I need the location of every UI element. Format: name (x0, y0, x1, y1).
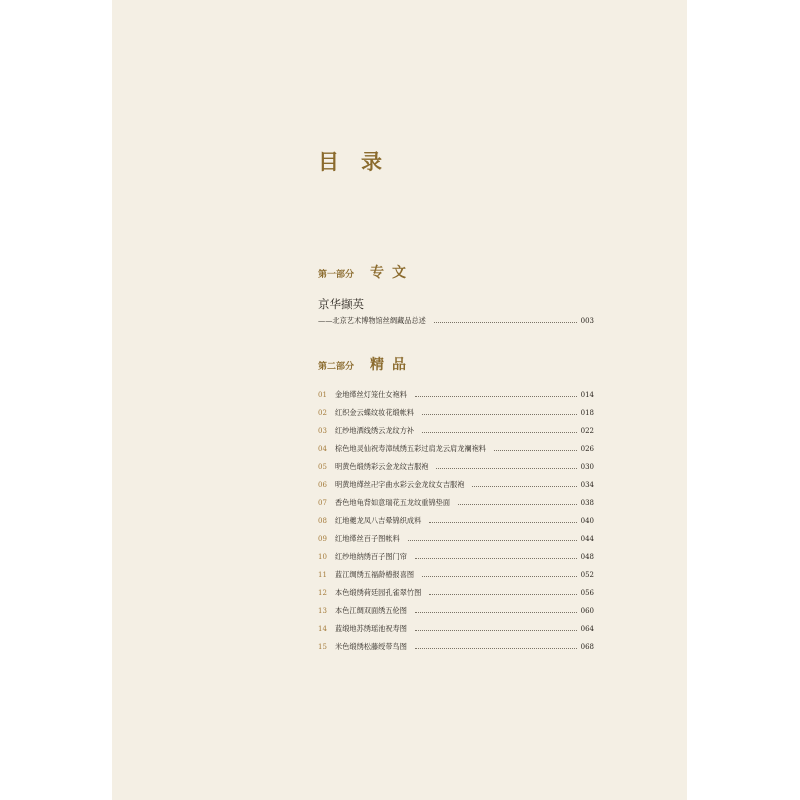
dot-leader (415, 558, 577, 559)
dot-leader (422, 576, 577, 577)
entry-number: 03 (318, 427, 327, 435)
entry-page-number: 068 (580, 643, 594, 651)
entry-number: 14 (318, 625, 327, 633)
dot-leader (436, 468, 576, 469)
toc-entry[interactable] (318, 424, 594, 438)
part-one-label: 第一部分 (318, 270, 355, 280)
entry-title: 红地夔龙凤八吉晕锦织成料 (335, 516, 422, 525)
essay-entry[interactable] (318, 314, 594, 328)
entry-page-number: 018 (580, 409, 594, 417)
entry-title: 本色江绸双面绣五伦图 (335, 606, 407, 615)
entry-page-number: 064 (580, 625, 594, 633)
part-two-name: 精品 (370, 357, 414, 373)
part-one-name: 专文 (370, 265, 414, 281)
entry-title: 蓝缎地苏绣瑶池祝寿图 (335, 624, 407, 633)
toc-entry[interactable] (318, 388, 594, 402)
dot-leader (415, 612, 577, 613)
dot-leader (472, 486, 576, 487)
toc-heading: 目录 (318, 149, 404, 174)
entry-number: 11 (318, 571, 327, 579)
entry-number: 08 (318, 517, 327, 525)
entry-title: 金地缂丝灯笼仕女袍料 (335, 390, 407, 399)
essay-page-number: 003 (580, 317, 594, 325)
part-two-label: 第二部分 (318, 362, 355, 372)
entry-number: 01 (318, 391, 327, 399)
entry-number: 02 (318, 409, 327, 417)
entry-title: 蓝江绸绣五福龄椿报喜图 (335, 570, 415, 579)
toc-entry[interactable] (318, 622, 594, 636)
dot-leader (429, 522, 576, 523)
entry-number: 07 (318, 499, 327, 507)
entry-title: 红纱地洒线绣云龙纹方补 (335, 426, 415, 435)
dot-leader (494, 450, 577, 451)
essay-title: 京华撷英 (318, 297, 364, 311)
entry-page-number: 038 (580, 499, 594, 507)
dot-leader (429, 594, 576, 595)
toc-entry[interactable] (318, 514, 594, 528)
entry-number: 10 (318, 553, 327, 561)
entry-title: 红地缂丝百子图帐料 (335, 534, 400, 543)
entry-page-number: 044 (580, 535, 594, 543)
entry-number: 12 (318, 589, 327, 597)
dot-leader (422, 414, 577, 415)
entry-title: 本色缎绣荷廷园孔雀翠竹图 (335, 588, 422, 597)
toc-entry[interactable] (318, 586, 594, 600)
entry-page-number: 030 (580, 463, 594, 471)
part-one-header (318, 262, 414, 280)
toc-entry[interactable] (318, 406, 594, 420)
entry-title: 红纱地纳绣百子图门帘 (335, 552, 407, 561)
entry-page-number: 026 (580, 445, 594, 453)
entry-number: 15 (318, 643, 327, 651)
entry-page-number: 060 (580, 607, 594, 615)
dot-leader (415, 630, 577, 631)
entry-page-number: 056 (580, 589, 594, 597)
entry-title: 红织金云蝶纹妆花缎帐料 (335, 408, 415, 417)
essay-subtitle: ——北京艺术博物馆丝绸藏品总述 (318, 316, 426, 325)
dot-leader (408, 540, 577, 541)
entry-number: 05 (318, 463, 327, 471)
dot-leader (415, 396, 577, 397)
entry-number: 09 (318, 535, 327, 543)
toc-entry[interactable] (318, 478, 594, 492)
toc-entry[interactable] (318, 496, 594, 510)
toc-entry[interactable] (318, 460, 594, 474)
entry-title: 香色地龟背如意瑞花五龙纹重锦垫面 (335, 498, 451, 507)
toc-entry[interactable] (318, 532, 594, 546)
entry-title: 米色缎绣松藤绶带鸟图 (335, 642, 407, 651)
toc-entry[interactable] (318, 568, 594, 582)
entry-page-number: 034 (580, 481, 594, 489)
dot-leader (434, 322, 577, 323)
dot-leader (415, 648, 577, 649)
toc-entry[interactable] (318, 640, 594, 654)
entry-page-number: 014 (580, 391, 594, 399)
toc-entry[interactable] (318, 442, 594, 456)
entry-page-number: 048 (580, 553, 594, 561)
entry-number: 04 (318, 445, 327, 453)
entry-number: 06 (318, 481, 327, 489)
toc-entry[interactable] (318, 550, 594, 564)
dot-leader (458, 504, 577, 505)
entry-page-number: 052 (580, 571, 594, 579)
entry-page-number: 040 (580, 517, 594, 525)
entry-title: 明黄地缂丝卍字曲水彩云金龙纹女吉服袍 (335, 480, 465, 489)
entry-title: 棕色地灵仙祝寿漳绒绣五彩过肩龙云肩龙襕袍料 (335, 444, 486, 453)
entry-title: 明黄色缎绣彩云金龙纹吉服袍 (335, 462, 429, 471)
entry-page-number: 022 (580, 427, 594, 435)
part-two-header (318, 354, 414, 372)
toc-entry[interactable] (318, 604, 594, 618)
dot-leader (422, 432, 577, 433)
entry-number: 13 (318, 607, 327, 615)
